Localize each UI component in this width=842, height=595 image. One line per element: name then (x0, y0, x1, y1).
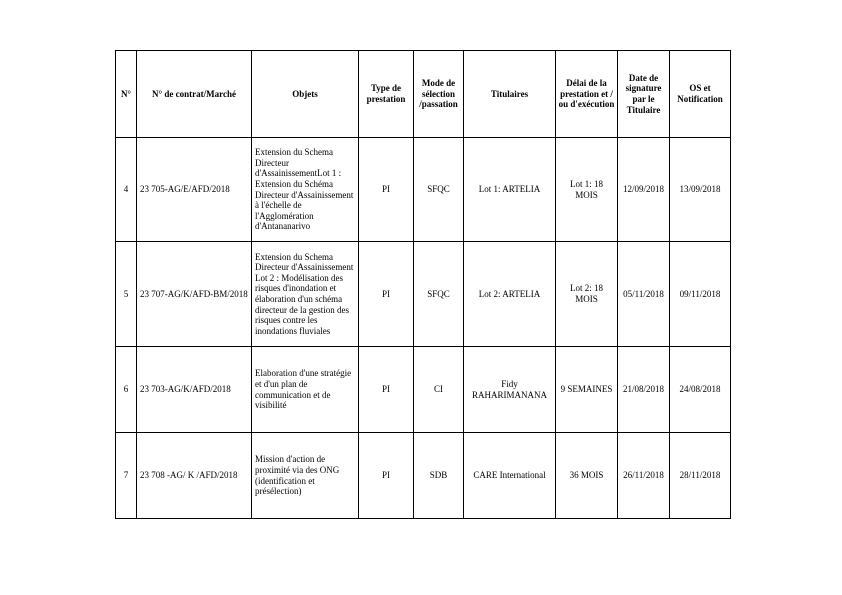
header-mode: Mode de sélection /passation (414, 51, 464, 138)
cell-num: 6 (116, 347, 137, 433)
cell-signature: 26/11/2018 (618, 433, 670, 519)
cell-num: 4 (116, 138, 137, 242)
cell-delay: 36 MOIS (556, 433, 618, 519)
contracts-table (115, 50, 731, 519)
cell-os: 13/09/2018 (670, 138, 731, 242)
cell-holder: Fidy RAHARIMANANA (464, 347, 556, 433)
cell-contract: 23 708 -AG/ K /AFD/2018 (137, 433, 252, 519)
cell-os: 09/11/2018 (670, 242, 731, 347)
header-signature: Date de signature par le Titulaire (618, 51, 670, 138)
header-holders: Titulaires (464, 51, 556, 138)
header-contract: N° de contrat/Marché (137, 51, 252, 138)
table-row (116, 138, 731, 242)
cell-mode: CI (414, 347, 464, 433)
cell-type: PI (359, 242, 414, 347)
header-os: OS et Notification (670, 51, 731, 138)
cell-signature: 21/08/2018 (618, 347, 670, 433)
cell-type: PI (359, 347, 414, 433)
cell-mode: SDB (414, 433, 464, 519)
table-row (116, 433, 731, 519)
cell-num: 7 (116, 433, 137, 519)
cell-signature: 12/09/2018 (618, 138, 670, 242)
cell-contract: 23 703-AG/K/AFD/2018 (137, 347, 252, 433)
cell-objects: Extension du Schema Directeur d'Assainissement Lot 2 : Modélisation des risques d'inondation et élaboration d'un schéma directeur de la gestion des risques contre les inondations fluviales (252, 242, 359, 347)
cell-delay: 9 SEMAINES (556, 347, 618, 433)
cell-delay: Lot 1: 18 MOIS (556, 138, 618, 242)
header-delay: Délai de la prestation et / ou d'exécution (556, 51, 618, 138)
cell-type: PI (359, 433, 414, 519)
table-row (116, 347, 731, 433)
table-row (116, 242, 731, 347)
cell-type: PI (359, 138, 414, 242)
table-header-row (116, 51, 731, 138)
cell-signature: 05/11/2018 (618, 242, 670, 347)
cell-holder: Lot 1: ARTELIA (464, 138, 556, 242)
cell-num: 5 (116, 242, 137, 347)
header-type: Type de prestation (359, 51, 414, 138)
cell-holder: Lot 2: ARTELIA (464, 242, 556, 347)
header-num: N° (116, 51, 137, 138)
cell-objects: Extension du Schema Directeur d'AssainissementLot 1 : Extension du Schéma Directeur d'Assainissement à l'échelle de l'Agglomération d'Antananarivo (252, 138, 359, 242)
cell-objects: Mission d'action de proximité via des ONG (identification et présélection) (252, 433, 359, 519)
cell-os: 24/08/2018 (670, 347, 731, 433)
header-objects: Objets (252, 51, 359, 138)
cell-holder: CARE International (464, 433, 556, 519)
cell-contract: 23 705-AG/E/AFD/2018 (137, 138, 252, 242)
cell-objects: Elaboration d'une stratégie et d'un plan de communication et de visibilité (252, 347, 359, 433)
cell-os: 28/11/2018 (670, 433, 731, 519)
cell-mode: SFQC (414, 242, 464, 347)
cell-contract: 23 707-AG/K/AFD-BM/2018 (137, 242, 252, 347)
cell-mode: SFQC (414, 138, 464, 242)
cell-delay: Lot 2: 18 MOIS (556, 242, 618, 347)
